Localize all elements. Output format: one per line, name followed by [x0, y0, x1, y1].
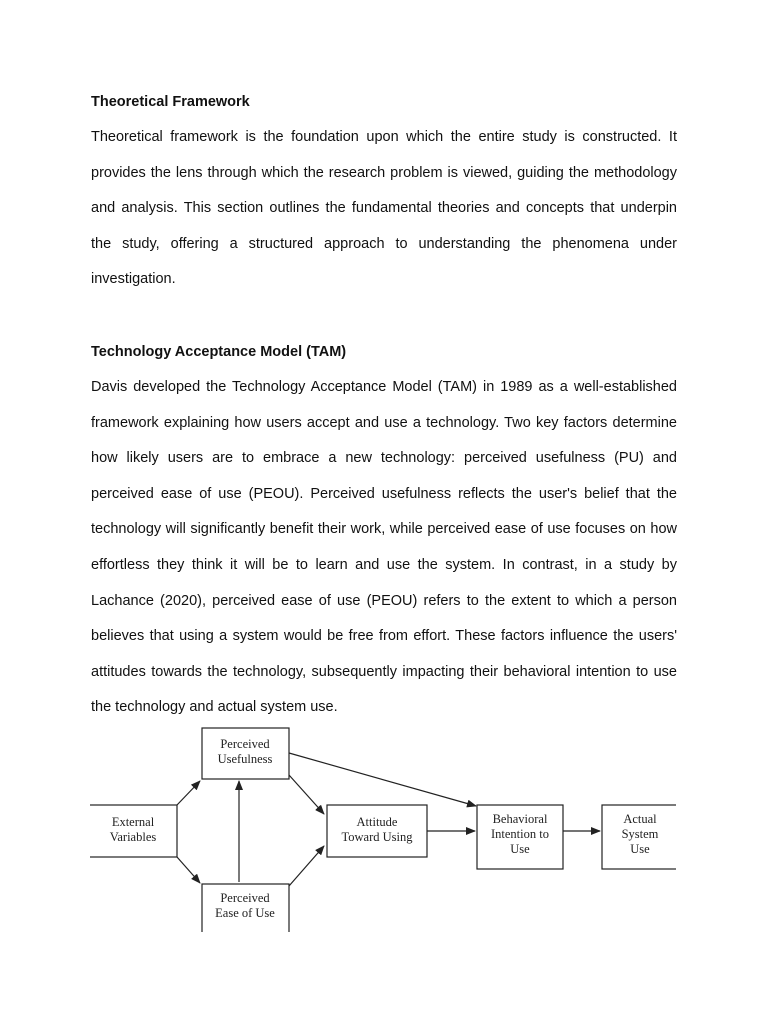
box-behavioral-intention [477, 805, 563, 869]
label-actual-line3: Use [630, 842, 650, 856]
label-actual-line2: System [621, 827, 659, 841]
label-intention-line2: Intention to [491, 827, 549, 841]
arrow-peou-to-attitude [289, 846, 324, 886]
label-pu-line2: Usefulness [217, 752, 273, 766]
label-attitude-line1: Attitude [356, 815, 398, 829]
label-pu-line1: Perceived [220, 737, 270, 751]
box-attitude-toward-using [327, 805, 427, 857]
label-attitude-line2: Toward Using [341, 830, 413, 844]
box-perceived-usefulness [202, 728, 289, 779]
label-actual-line1: Actual [623, 812, 657, 826]
arrow-external-to-peou [177, 857, 200, 883]
label-intention-line3: Use [510, 842, 530, 856]
section-heading-tam: Technology Acceptance Model (TAM) [91, 344, 347, 360]
arrow-pu-to-attitude [289, 775, 324, 814]
label-intention-line1: Behavioral [492, 812, 548, 826]
section-heading-theoretical-framework: Theoretical Framework [91, 94, 250, 110]
arrow-external-to-pu [177, 781, 200, 805]
box-perceived-ease-of-use [198, 884, 294, 942]
box-actual-system-use [602, 800, 688, 874]
paragraph-theoretical-framework: Theoretical framework is the foundation upon which the entire study is constructed. It provides the lens through which the research problem is viewed, guiding the methodology and analysis. This section outlines the fundamental theories and concepts that underpin the study, offering a structured approach to understanding the phenomena under investigation. [91, 129, 677, 288]
label-external-line1: External [111, 815, 155, 829]
label-peou-line1: Perceived [220, 891, 270, 905]
box-external-variables [86, 803, 177, 859]
label-external-line2: Variables [109, 830, 157, 844]
arrow-pu-to-intention [289, 753, 476, 806]
label-peou-line2: Ease of Use [215, 906, 275, 920]
paragraph-tam: Davis developed the Technology Acceptance Model (TAM) in 1989 as a well-established framework explaining how users accept and use a technology. Two key factors determine how likely users are to embrace a new technology: perceived usefulness (PU) and perceived ease of use (PEOU). Perceived usefulness reflects the user's belief that the technology will significantly benefit their work, while perceived ease of use focuses on how effortless they think it will be to learn and use the system. In contrast, in a study by Lachance (2020), perceived ease of use (PEOU) refers to the extent to which a person believes that using a system would be free from effort. These factors influence the users' attitudes towards the technology, subsequently impacting their behavioral intention to use the technology and actual system use. [91, 379, 677, 716]
